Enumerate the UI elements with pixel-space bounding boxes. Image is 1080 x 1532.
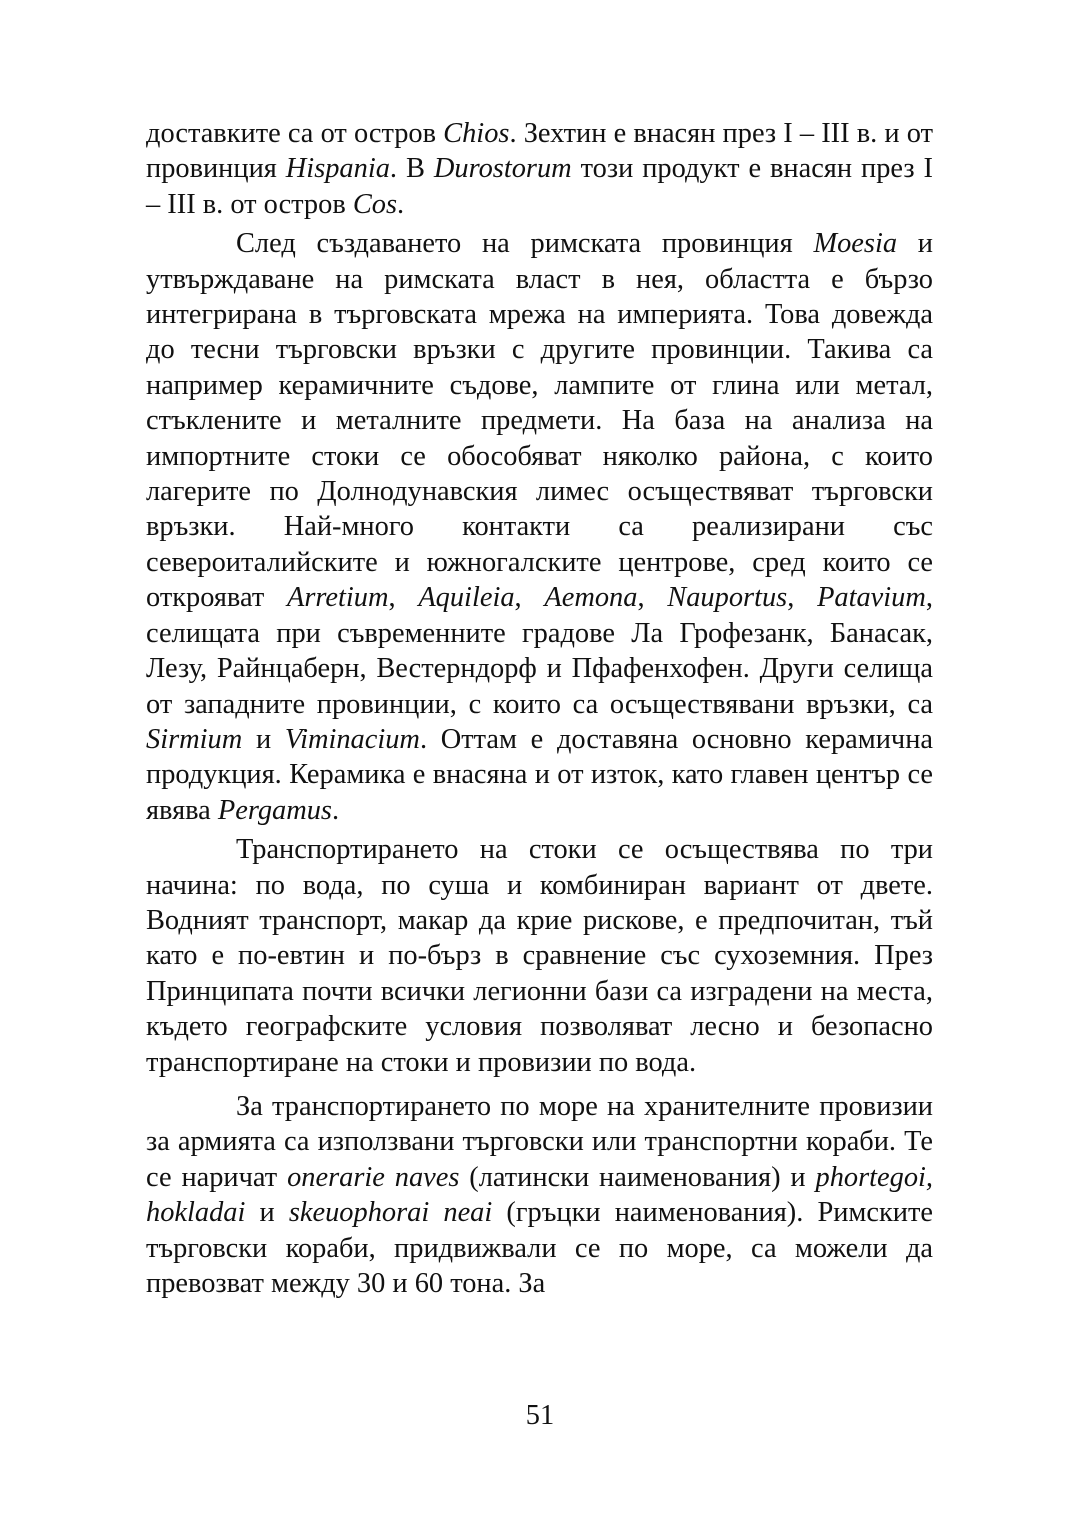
italic-term: skeuophorai neai <box>288 1197 493 1229</box>
italic-term: Aquileia <box>418 582 515 614</box>
text-run: . Зехтин е внасян през I – III в. и от провинция <box>146 118 933 185</box>
text-run: Транспортирането на стоки се осъществява по три начина: по вода, по суша и комбиниран вариант от двете. Водният транспорт, макар да крие рискове, е предпочитан, тъй като е по-евтин и по-бърз в сравнение със сухоземния. През Принципата почти всички легионни бази са изградени на места, където географските условия позволяват лесно и безопасно транспортиране на стоки и провизии по вода. <box>146 834 933 1078</box>
text-run: , <box>787 582 818 614</box>
text-run: , <box>637 582 668 614</box>
italic-term: Viminacium <box>284 723 420 755</box>
italic-term: Nauportus <box>667 582 788 614</box>
italic-term: Aemona <box>544 582 638 614</box>
text-run: и <box>242 723 285 755</box>
italic-term: Hispania <box>285 153 390 185</box>
text-run: . <box>331 794 340 826</box>
text-run: . Оттам е доставяна основно керамична продукция. Керамика е внасяна и от изток, като главен център се явява <box>146 723 933 826</box>
text-run: . В <box>389 153 434 185</box>
text-run: (гръцки наименования). Римските търговски кораби, придвижвали се по море, са можели да превозват между 30 и 60 тона. За <box>146 1197 933 1299</box>
italic-term: Sirmium <box>146 723 243 755</box>
page-body <box>146 116 933 1301</box>
italic-term: Patavium <box>817 582 926 614</box>
italic-term: phortegoi, hokladai <box>146 1161 933 1229</box>
text-run: , <box>388 582 419 614</box>
paragraph-2 <box>146 226 933 828</box>
text-run: , селищата при съвременните градове Ла Грофезанк, Банасак, Лезу, Райнцаберн, Вестерндорф и Пфафенхофен. Други селища от западните провинции, с които са осъществявани връзки, са <box>146 582 933 720</box>
text-run: този продукт е внасян през I – III в. от остров <box>146 153 934 220</box>
italic-term: Chios <box>443 118 510 149</box>
text-run: След създаването на римската провинция <box>236 228 814 260</box>
text-run: доставките са от остров <box>146 118 444 149</box>
text-run: (латински наименования) и <box>459 1161 816 1193</box>
italic-term: onerarie naves <box>287 1161 460 1193</box>
italic-term: Cos <box>352 188 398 220</box>
italic-term: Pergamus <box>217 794 332 826</box>
page-number: 51 <box>525 1400 555 1431</box>
italic-term: Durostorum <box>433 153 572 185</box>
text-run: За транспортирането по море на хранителните провизии за армията са използвани търговски или транспортни кораби. Те се наричат <box>146 1090 933 1193</box>
paragraph-1 <box>146 116 933 222</box>
italic-term: Arretium <box>287 582 389 614</box>
text-run: и <box>245 1197 289 1229</box>
paragraph-4 <box>146 1089 933 1301</box>
paragraph-3 <box>146 832 933 1080</box>
text-run: . <box>397 188 405 220</box>
text-run: и утвърждаване на римската власт в нея, областта е бързо интегрирана в търговската мрежа на империята. Това довежда до тесни търговски връзки с другите провинции. Такива са например керамичните съдове, лампите от глина или метал, стъклените и металните предмети. На база на анализа на импортните стоки се обособяват няколко района, с които лагерите по Долнодунавския лимес осъществяват търговски връзки. Най-много контакти са реализирани със североиталийските и южногалските центрове, сред които се открояват <box>146 228 933 614</box>
italic-term: Moesia <box>813 228 898 260</box>
text-run: , <box>514 582 545 614</box>
